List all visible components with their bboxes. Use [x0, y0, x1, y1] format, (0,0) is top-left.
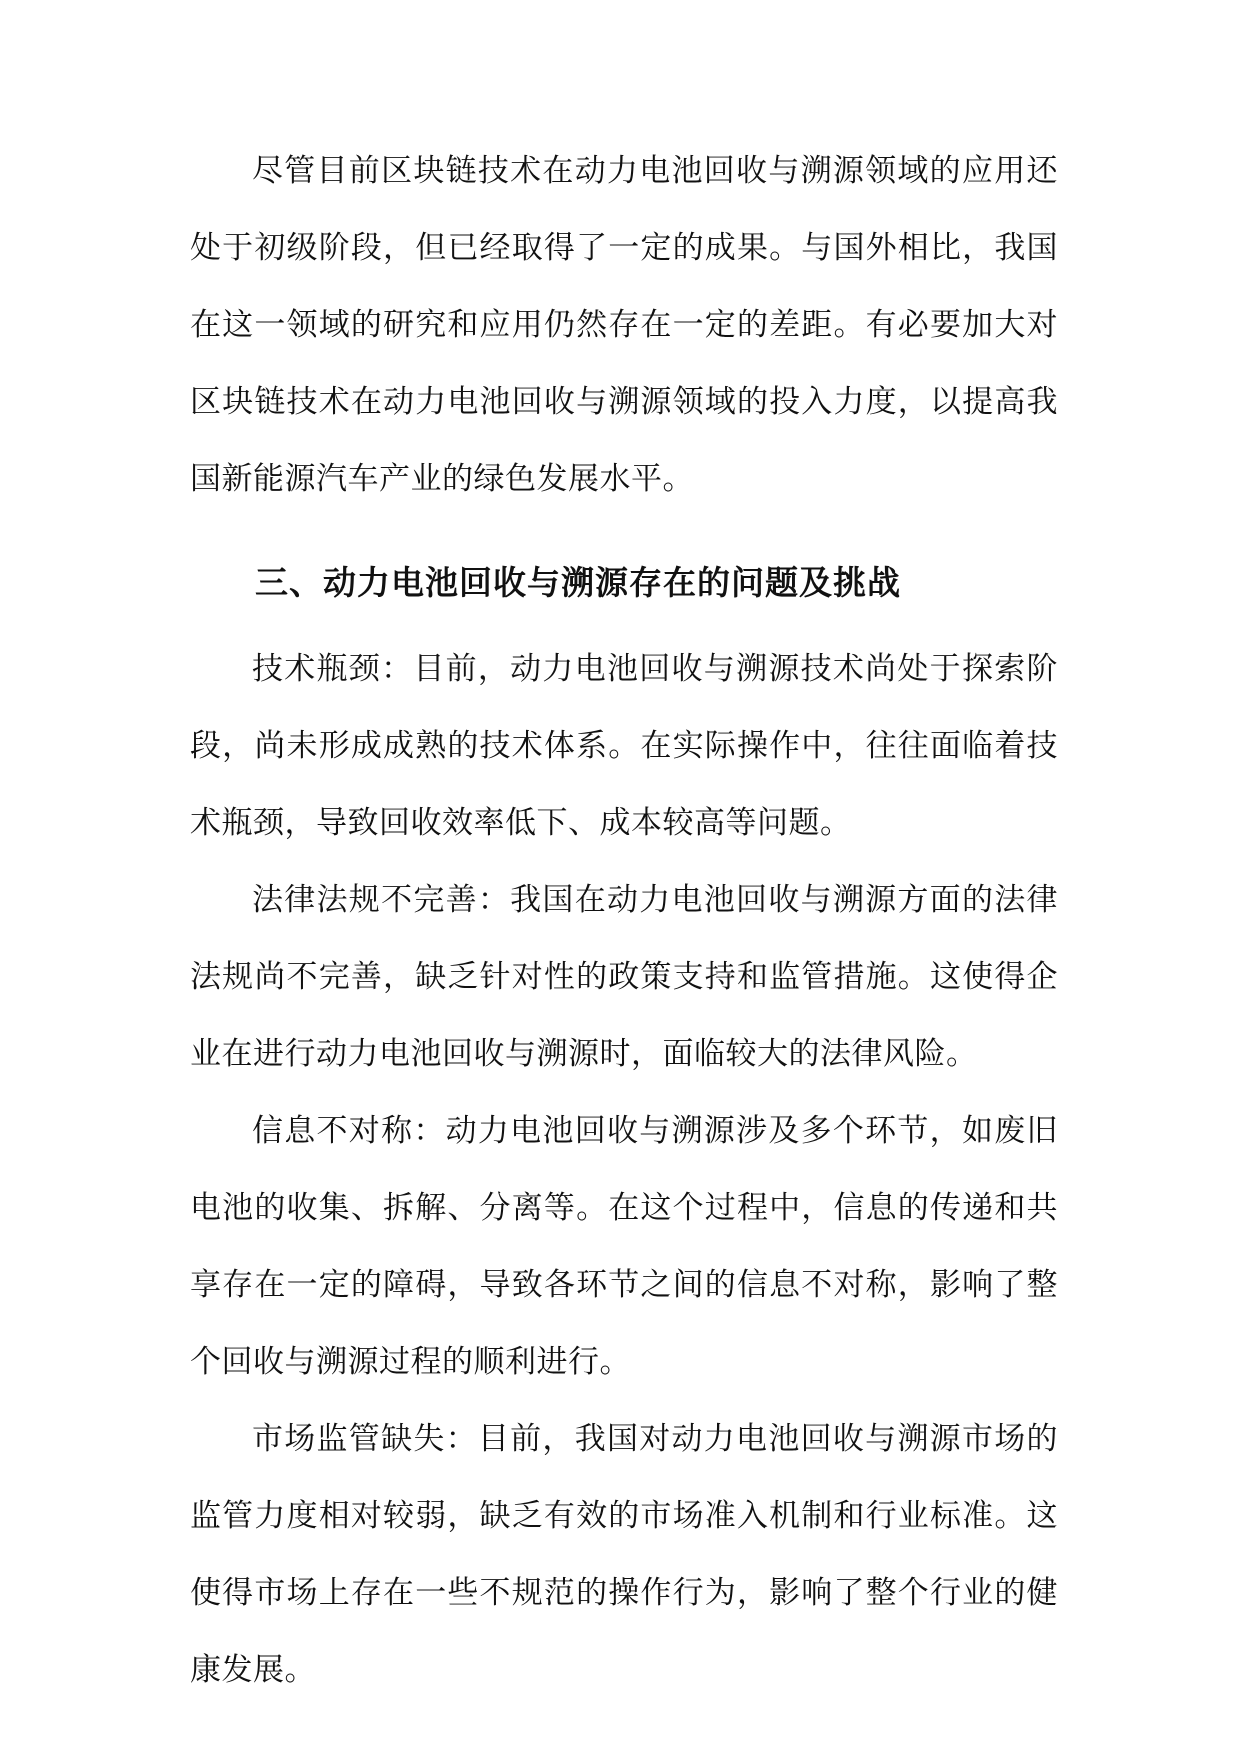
paragraph-technical-bottleneck: 技术瓶颈：目前，动力电池回收与溯源技术尚处于探索阶段，尚未形成成熟的技术体系。在实际操作中，往往面临着技术瓶颈，导致回收效率低下、成本较高等问题。	[190, 651, 1058, 841]
intro-paragraph: 尽管目前区块链技术在动力电池回收与溯源领域的应用还处于初级阶段，但已经取得了一定的成果。与国外相比，我国在这一领域的研究和应用仍然存在一定的差距。有必要加大对区块链技术在动力电池回收与溯源领域的投入力度，以提高我国新能源汽车产业的绿色发展水平。	[190, 153, 1058, 497]
section-heading: 三、动力电池回收与溯源存在的问题及挑战	[255, 563, 901, 602]
paragraph-legal-regulations: 法律法规不完善：我国在动力电池回收与溯源方面的法律法规尚不完善，缺乏针对性的政策支持和监管措施。这使得企业在进行动力电池回收与溯源时，面临较大的法律风险。	[190, 882, 1058, 1072]
paragraph-information-asymmetry: 信息不对称：动力电池回收与溯源涉及多个环节，如废旧电池的收集、拆解、分离等。在这个过程中，信息的传递和共享存在一定的障碍，导致各环节之间的信息不对称，影响了整个回收与溯源过程的顺利进行。	[190, 1113, 1058, 1380]
paragraph-market-supervision: 市场监管缺失：目前，我国对动力电池回收与溯源市场的监管力度相对较弱，缺乏有效的市场准入机制和行业标准。这使得市场上存在一些不规范的操作行为，影响了整个行业的健康发展。	[190, 1421, 1058, 1688]
